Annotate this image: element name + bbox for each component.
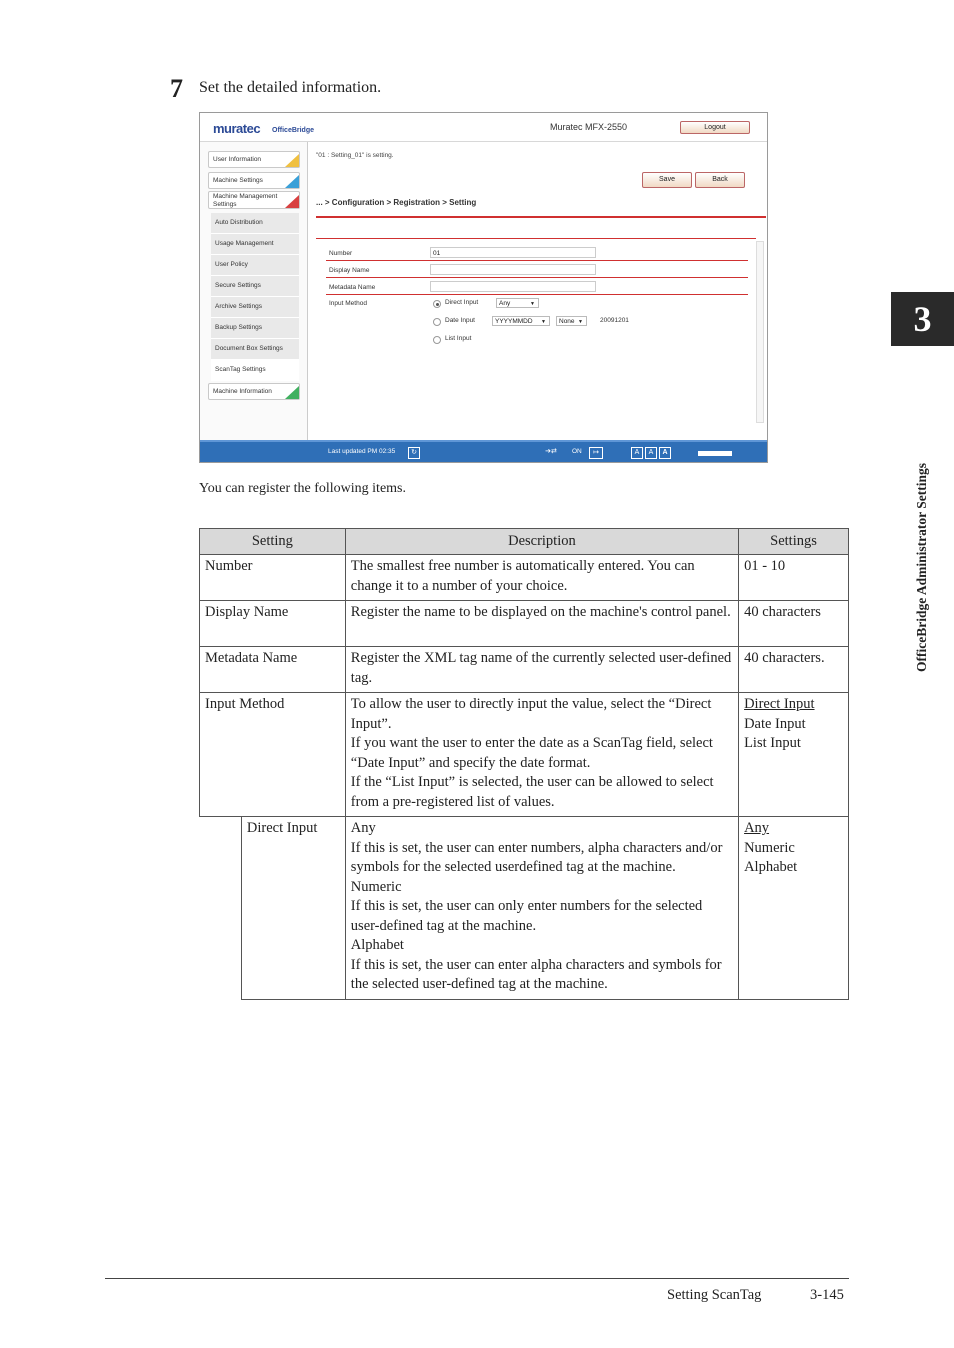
description-line: If this is set, the user can enter alpha characters and symbols for the selected user-defined tag at the machine. bbox=[350, 956, 722, 992]
date-example: 20091201 bbox=[600, 317, 629, 324]
header-settings: Settings bbox=[739, 529, 849, 555]
value-cell bbox=[739, 693, 849, 817]
divider bbox=[316, 216, 766, 218]
description-line: If this is set, the user can only enter numbers for the selected user-defined tag at the machine. bbox=[350, 898, 703, 934]
logout-button[interactable]: Logout bbox=[680, 121, 750, 134]
select-value: Any bbox=[499, 300, 511, 307]
select-value: YYYYMMDD bbox=[495, 318, 533, 325]
number-field[interactable]: 01 bbox=[430, 247, 596, 258]
sidebar-item-scantag-settings[interactable]: ScanTag Settings bbox=[211, 360, 299, 381]
value-cell: 40 characters bbox=[739, 601, 849, 647]
table-row bbox=[200, 817, 849, 1000]
table-row bbox=[200, 555, 849, 601]
chevron-down-icon: ▼ bbox=[578, 319, 583, 325]
sidebar-item-label: User Information bbox=[213, 156, 262, 163]
divider bbox=[316, 238, 756, 239]
sidebar-item-user-information[interactable] bbox=[208, 151, 300, 168]
table-row bbox=[200, 601, 849, 647]
font-large-button[interactable]: A bbox=[659, 447, 671, 459]
value-cell: 40 characters. bbox=[739, 647, 849, 693]
option-value: Date Input bbox=[744, 715, 806, 732]
header-setting: Setting bbox=[200, 529, 346, 555]
default-value: Direct Input bbox=[744, 696, 815, 712]
sidebar-item-machine-information[interactable] bbox=[208, 383, 300, 400]
progress-bar bbox=[698, 451, 732, 456]
sidebar-item-auto-distribution[interactable]: Auto Distribution bbox=[211, 213, 299, 234]
corner-icon bbox=[285, 154, 299, 167]
settings-table bbox=[199, 528, 849, 1000]
direct-input-label: Direct Input bbox=[445, 299, 479, 306]
table-row bbox=[200, 647, 849, 693]
description-cell bbox=[345, 817, 738, 1000]
corner-icon bbox=[285, 175, 299, 188]
corner-icon bbox=[285, 386, 299, 399]
model-name: Muratec MFX-2550 bbox=[550, 122, 628, 132]
metadata-name-field[interactable] bbox=[430, 281, 596, 292]
value-cell: 01 - 10 bbox=[739, 555, 849, 601]
divider bbox=[326, 277, 748, 278]
breadcrumb: ... > Configuration > Registration > Setting bbox=[316, 198, 477, 207]
header-description: Description bbox=[345, 529, 738, 555]
sidebar-item-label: Machine Information bbox=[213, 388, 272, 395]
description-cell: Register the name to be displayed on the machine's control panel. bbox=[345, 601, 738, 647]
officebridge-logo: OfficeBridge bbox=[272, 127, 315, 134]
description-cell: The smallest free number is automatically entered. You can change it to a number of your choice. bbox=[345, 555, 738, 601]
indent-cell bbox=[200, 817, 242, 1000]
refresh-icon[interactable]: ↻ bbox=[408, 447, 420, 459]
sidebar-item-secure-settings[interactable]: Secure Settings bbox=[211, 276, 299, 297]
login-arrow-icon[interactable]: ➔⇄ bbox=[545, 448, 557, 455]
description-line: Alphabet bbox=[350, 937, 404, 953]
default-value: Any bbox=[744, 820, 770, 836]
description-line: Any bbox=[350, 820, 376, 836]
sidebar bbox=[200, 142, 308, 440]
chapter-title: OfficeBridge Administrator Settings bbox=[914, 463, 929, 672]
description-cell: Register the XML tag name of the currently selected user-defined tag. bbox=[345, 647, 738, 693]
display-name-label: Display Name bbox=[329, 267, 370, 274]
toggle-state: ON bbox=[572, 448, 582, 455]
status-bar bbox=[200, 440, 767, 463]
description-cell bbox=[345, 693, 738, 817]
divider bbox=[326, 260, 748, 261]
sidebar-item-archive-settings[interactable]: Archive Settings bbox=[211, 297, 299, 318]
select-value: None bbox=[559, 318, 575, 325]
embedded-screenshot bbox=[199, 112, 768, 463]
setting-cell: Metadata Name bbox=[200, 647, 346, 693]
description-line: If the “List Input” is selected, the user can be allowed to select from a pre-registered list of values. bbox=[350, 774, 714, 810]
save-button[interactable]: Save bbox=[642, 172, 692, 188]
description-line: Numeric bbox=[350, 878, 402, 895]
date-separator-select[interactable] bbox=[556, 316, 587, 326]
direct-input-radio[interactable] bbox=[433, 300, 441, 308]
scrollbar[interactable] bbox=[756, 241, 764, 423]
footer-section: Setting ScanTag bbox=[667, 1287, 762, 1303]
muratec-logo: muratec bbox=[213, 121, 261, 136]
description-line: If you want the user to enter the date as a ScanTag field, select “Date Input” and specify the date format. bbox=[350, 735, 713, 771]
font-small-button[interactable]: A bbox=[631, 447, 643, 459]
table-row bbox=[200, 693, 849, 817]
value-cell bbox=[739, 817, 849, 1000]
back-button[interactable]: Back bbox=[695, 172, 745, 188]
display-toggle-icon[interactable]: ↦ bbox=[589, 447, 603, 459]
setting-cell: Number bbox=[200, 555, 346, 601]
description-line: If this is set, the user can enter numbers, alpha characters and/or symbols for the selected userdefined tag at the machine. bbox=[350, 839, 723, 875]
sidebar-item-user-policy[interactable]: User Policy bbox=[211, 255, 299, 276]
last-updated: Last updated PM 02:35 bbox=[328, 448, 396, 455]
direct-input-select[interactable] bbox=[496, 298, 539, 308]
divider bbox=[326, 294, 748, 295]
metadata-name-label: Metadata Name bbox=[329, 284, 376, 291]
chapter-tab: 3 bbox=[891, 292, 954, 346]
footer-rule bbox=[105, 1278, 849, 1279]
option-value: List Input bbox=[744, 735, 801, 751]
sidebar-item-machine-management-settings[interactable] bbox=[208, 191, 300, 209]
main-panel bbox=[308, 142, 767, 440]
option-value: Alphabet bbox=[744, 859, 798, 875]
display-name-field[interactable] bbox=[430, 264, 596, 275]
list-input-label: List Input bbox=[445, 335, 472, 342]
setting-cell: Direct Input bbox=[241, 817, 345, 1000]
setting-cell: Input Method bbox=[200, 693, 346, 817]
description-line: To allow the user to directly input the value, select the “Direct Input”. bbox=[350, 696, 712, 732]
step-number: 7 bbox=[170, 74, 183, 103]
input-method-label: Input Method bbox=[329, 300, 367, 307]
chevron-down-icon: ▼ bbox=[530, 301, 535, 307]
date-input-radio[interactable] bbox=[433, 318, 441, 326]
sidebar-item-label: Machine Management Settings bbox=[213, 193, 278, 208]
sidebar-item-usage-management[interactable]: Usage Management bbox=[211, 234, 299, 255]
setting-cell: Display Name bbox=[200, 601, 346, 647]
step-text: Set the detailed information. bbox=[199, 79, 382, 96]
corner-icon bbox=[285, 195, 299, 208]
page-number: 3-145 bbox=[810, 1287, 844, 1303]
intro-text: You can register the following items. bbox=[199, 481, 406, 496]
number-label: Number bbox=[329, 250, 353, 257]
option-value: Numeric bbox=[744, 839, 795, 856]
status-message: "01 : Setting_01" is setting. bbox=[316, 152, 394, 159]
sidebar-item-document-box-settings[interactable]: Document Box Settings bbox=[211, 339, 299, 360]
sidebar-item-backup-settings[interactable]: Backup Settings bbox=[211, 318, 299, 339]
app-header bbox=[200, 113, 767, 142]
font-medium-button[interactable]: A bbox=[645, 447, 657, 459]
sidebar-item-label: Machine Settings bbox=[213, 177, 263, 184]
date-input-label: Date Input bbox=[445, 317, 475, 324]
sidebar-item-machine-settings[interactable] bbox=[208, 172, 300, 189]
chevron-down-icon: ▼ bbox=[541, 319, 546, 325]
date-format-select[interactable] bbox=[492, 316, 550, 326]
list-input-radio[interactable] bbox=[433, 336, 441, 344]
